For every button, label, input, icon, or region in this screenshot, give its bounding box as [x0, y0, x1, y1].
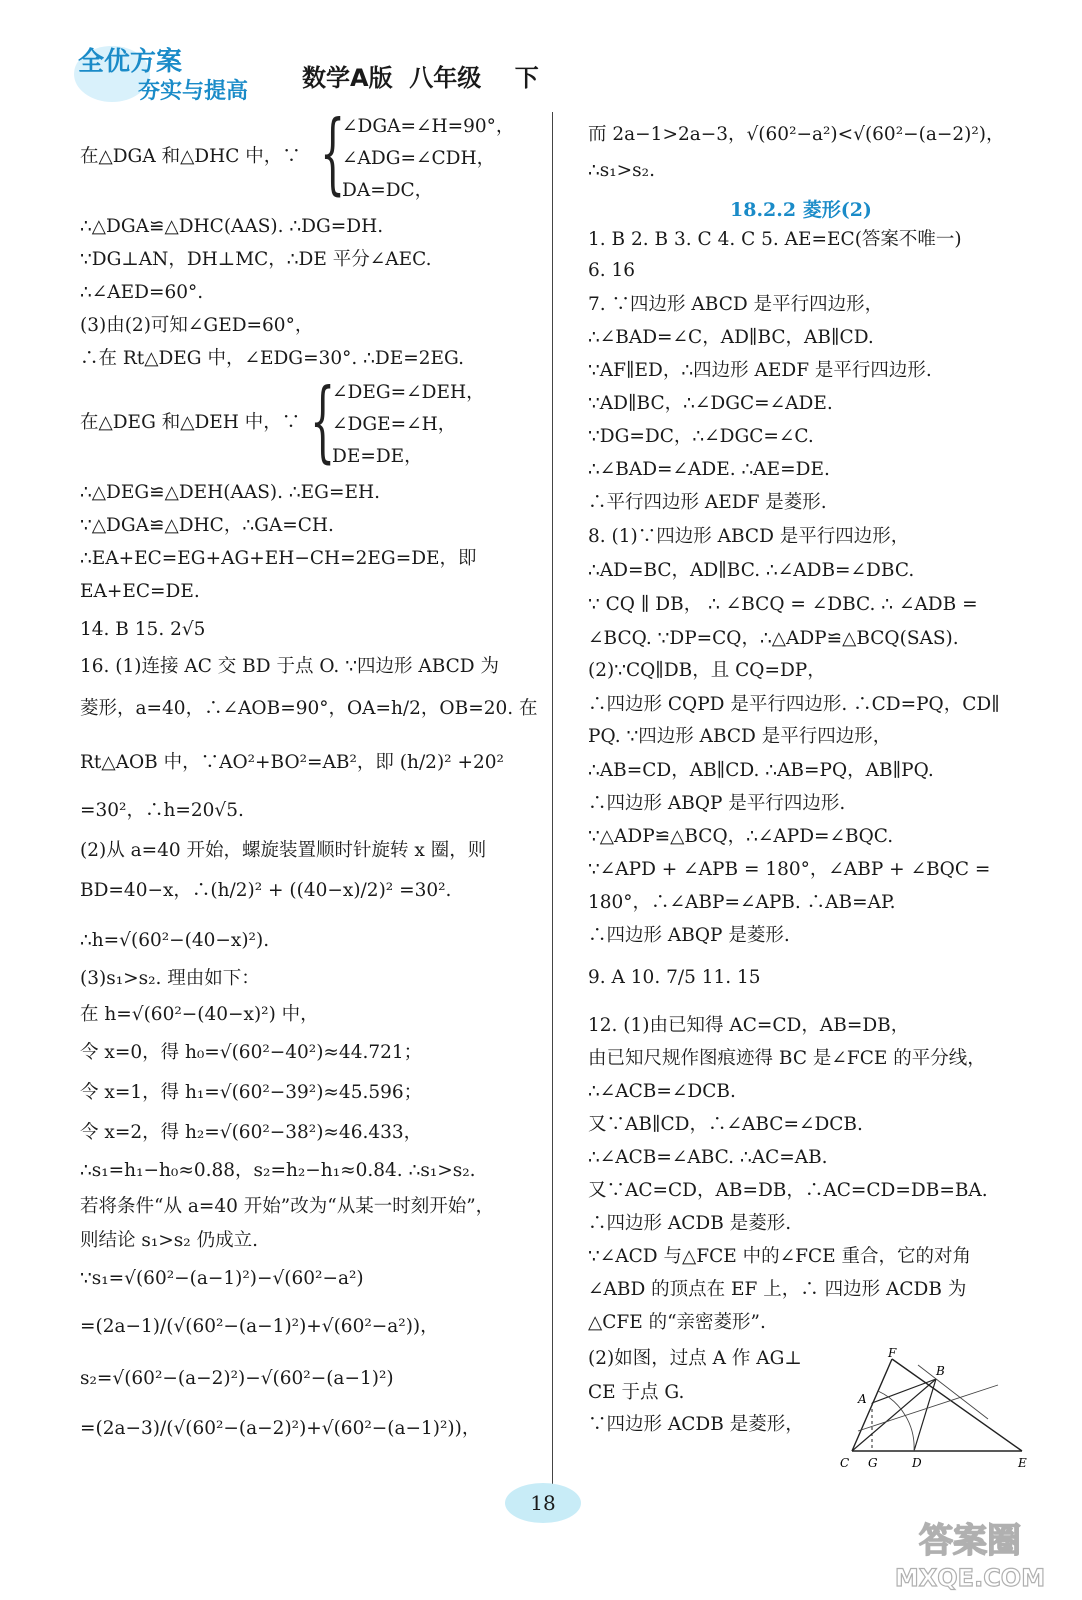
- column-divider: [552, 112, 553, 1512]
- text-line: ∠BCQ. ∵DP=CQ，∴△ADP≌△BCQ(SAS).: [588, 628, 959, 649]
- text-line: 12. (1)由已知得 AC=CD，AB=DB，: [588, 1015, 910, 1036]
- text-line: ∴∠BAD=∠ADE. ∴AE=DE.: [588, 459, 830, 480]
- geometry-figure: [838, 1345, 1038, 1475]
- text-line: ∴∠ACB=∠DCB.: [588, 1081, 736, 1102]
- text-line: 又∵AC=CD，AB=DB，∴AC=CD=DB=BA.: [588, 1180, 988, 1201]
- text-line: 9. A 10. 7/5 11. 15: [588, 967, 761, 988]
- text-line: 在 h=√(60²−(40−x)²) 中，: [80, 1004, 319, 1025]
- text-line: =(2a−3)/(√(60²−(a−2)²)+√(60²−(a−1)²))，: [80, 1418, 481, 1439]
- page-number-badge: [503, 1480, 583, 1526]
- text-line: ∴s₁=h₁−h₀≈0.88，s₂=h₂−h₁≈0.84. ∴s₁>s₂.: [80, 1160, 476, 1181]
- system-2-line: ∠DEG=∠DEH，: [332, 382, 485, 403]
- text-line: ∵∠ACD 与△FCE 中的∠FCE 重合，它的对角: [588, 1246, 971, 1267]
- logo-text-2: 夯实与提高: [138, 79, 249, 104]
- text-line: s₂=√(60²−(a−2)²)−√(60²−(a−1)²): [80, 1368, 394, 1389]
- brace-2: {: [310, 369, 336, 472]
- text-line: (2)如图，过点 A 作 AG⊥: [588, 1348, 802, 1369]
- text-line: ∴△DEG≌△DEH(AAS). ∴EG=EH.: [80, 482, 380, 503]
- text-line: 令 x=0，得 h₀=√(60²−40²)≈44.721；: [80, 1042, 423, 1063]
- text-line: CE 于点 G.: [588, 1382, 685, 1403]
- page-number: 18: [530, 1491, 556, 1515]
- text-line: 8. (1)∵四边形 ABCD 是平行四边形，: [588, 526, 910, 547]
- text-line: 令 x=2，得 h₂=√(60²−38²)≈46.433，: [80, 1122, 423, 1143]
- text-line: 6. 16: [588, 260, 636, 281]
- text-line: BD=40−x，∴(h/2)² + ((40−x)/2)² =30².: [80, 880, 452, 901]
- text-line: 而 2a−1>2a−3，√(60²−a²)<√(60²−(a−2)²)，: [588, 124, 1005, 145]
- text-line: (2)从 a=40 开始，螺旋装置顺时针旋转 x 圈，则: [80, 840, 487, 861]
- text-line: ∵AF∥ED，∴四边形 AEDF 是平行四边形.: [588, 360, 932, 381]
- text-line: ∴∠AED=60°.: [80, 282, 204, 303]
- header-title: 数学A版 八年级 下: [302, 64, 539, 92]
- text-line: ∵ CQ ∥ DB， ∴ ∠BCQ = ∠DBC. ∴ ∠ADB =: [588, 594, 978, 615]
- text-line: PQ. ∵四边形 ABCD 是平行四边形，: [588, 726, 892, 747]
- figure-label: D: [912, 1456, 922, 1470]
- system-2-line: ∠DGE=∠H，: [332, 414, 457, 435]
- text-line: =(2a−1)/(√(60²−(a−1)²)+√(60²−a²))，: [80, 1316, 439, 1337]
- text-line: ∵∠APD + ∠APB = 180°，∠ABP + ∠BQC =: [588, 859, 991, 880]
- figure-label: F: [888, 1346, 897, 1360]
- figure-label: A: [858, 1392, 867, 1406]
- text-line: ∴△DGA≌△DHC(AAS). ∴DG=DH.: [80, 216, 384, 237]
- logo-text-1: 全优方案: [78, 47, 183, 77]
- text-line: △CFE 的“亲密菱形”.: [588, 1312, 766, 1333]
- system-2-prefix: 在△DEG 和△DEH 中，∵: [80, 412, 301, 433]
- text-line: ∴AD=BC，AD∥BC. ∴∠ADB=∠DBC.: [588, 560, 915, 581]
- brand-logo: [72, 36, 272, 106]
- text-line: ∴∠BAD=∠C，AD∥BC，AB∥CD.: [588, 327, 874, 348]
- text-line: ∴EA+EC=EG+AG+EH−CH=2EG=DE，即: [80, 548, 477, 569]
- system-1-line: ∠ADG=∠CDH，: [342, 148, 496, 169]
- text-line: ∴四边形 CQPD 是平行四边形. ∴CD=PQ，CD∥: [588, 694, 1000, 715]
- figure-label: G: [868, 1456, 878, 1470]
- text-line: (3)s₁>s₂. 理由如下：: [80, 968, 260, 989]
- system-1-prefix: 在△DGA 和△DHC 中，∵: [80, 146, 301, 167]
- page-header: [72, 36, 612, 108]
- text-line: 则结论 s₁>s₂ 仍成立.: [80, 1230, 258, 1251]
- text-line: 16. (1)连接 AC 交 BD 于点 O. ∵四边形 ABCD 为: [80, 656, 500, 677]
- watermark-text: 答案圈: [919, 1521, 1021, 1561]
- text-line: 令 x=1，得 h₁=√(60²−39²)≈45.596；: [80, 1082, 423, 1103]
- text-line: ∴平行四边形 AEDF 是菱形.: [588, 492, 827, 513]
- text-line: 又∵AB∥CD，∴∠ABC=∠DCB.: [588, 1114, 863, 1135]
- text-line: ∠ABD 的顶点在 EF 上，∴ 四边形 ACDB 为: [588, 1279, 967, 1300]
- text-line: ∴AB=CD，AB∥CD. ∴AB=PQ，AB∥PQ.: [588, 760, 934, 781]
- text-line: 菱形，a=40，∴∠AOB=90°，OA=h/2，OB=20. 在: [80, 698, 538, 719]
- text-line: ∴h=√(60²−(40−x)²).: [80, 930, 270, 951]
- text-line: 1. B 2. B 3. C 4. C 5. AE=EC(答案不唯一): [588, 229, 962, 250]
- system-1-line: ∠DGA=∠H=90°，: [342, 116, 515, 137]
- text-line: =30²，∴h=20√5.: [80, 800, 244, 821]
- text-line: 7. ∵四边形 ABCD 是平行四边形，: [588, 294, 884, 315]
- text-line: ∵AD∥BC，∴∠DGC=∠ADE.: [588, 393, 833, 414]
- text-line: ∴s₁>s₂.: [588, 160, 655, 181]
- text-line: ∴在 Rt△DEG 中，∠EDG=30°. ∴DE=2EG.: [80, 348, 465, 369]
- text-line: EA+EC=DE.: [80, 581, 200, 602]
- text-line: 180°，∴∠ABP=∠APB. ∴AB=AP.: [588, 892, 896, 913]
- text-line: ∵△DGA≌△DHC，∴GA=CH.: [80, 515, 334, 536]
- figure-label: B: [936, 1364, 945, 1378]
- section-title: 18.2.2 菱形(2): [730, 199, 872, 221]
- brace-1: {: [320, 101, 346, 204]
- system-1-line: DA=DC，: [342, 180, 434, 201]
- text-line: ∴∠ACB=∠ABC. ∴AC=AB.: [588, 1147, 828, 1168]
- figure-label: E: [1018, 1456, 1027, 1470]
- text-line: (3)由(2)可知∠GED=60°，: [80, 315, 314, 336]
- text-line: ∴四边形 ABQP 是菱形.: [588, 925, 790, 946]
- figure-label: C: [840, 1456, 850, 1470]
- text-line: 由已知尺规作图痕迹得 BC 是∠FCE 的平分线，: [588, 1048, 986, 1069]
- text-line: ∵s₁=√(60²−(a−1)²)−√(60²−a²): [80, 1268, 364, 1289]
- text-line: ∵四边形 ACDB 是菱形，: [588, 1414, 804, 1435]
- text-line: 14. B 15. 2√5: [80, 619, 206, 640]
- text-line: ∵DG⊥AN，DH⊥MC，∴DE 平分∠AEC.: [80, 249, 432, 270]
- watermark-logo: [870, 1510, 1070, 1595]
- text-line: Rt△AOB 中，∵AO²+BO²=AB²，即 (h/2)² +20²: [80, 752, 504, 773]
- text-line: ∴四边形 ABQP 是平行四边形.: [588, 793, 846, 814]
- text-line: ∵△ADP≌△BCQ，∴∠APD=∠BQC.: [588, 826, 894, 847]
- system-2-line: DE=DE，: [332, 446, 423, 467]
- watermark-url: MXQE.COM: [894, 1564, 1046, 1592]
- text-line: ∵DG=DC，∴∠DGC=∠C.: [588, 426, 814, 447]
- text-line: 若将条件“从 a=40 开始”改为“从某一时刻开始”，: [80, 1196, 495, 1217]
- text-line: (2)∵CQ∥DB，且 CQ=DP，: [588, 660, 826, 681]
- text-line: ∴四边形 ACDB 是菱形.: [588, 1213, 792, 1234]
